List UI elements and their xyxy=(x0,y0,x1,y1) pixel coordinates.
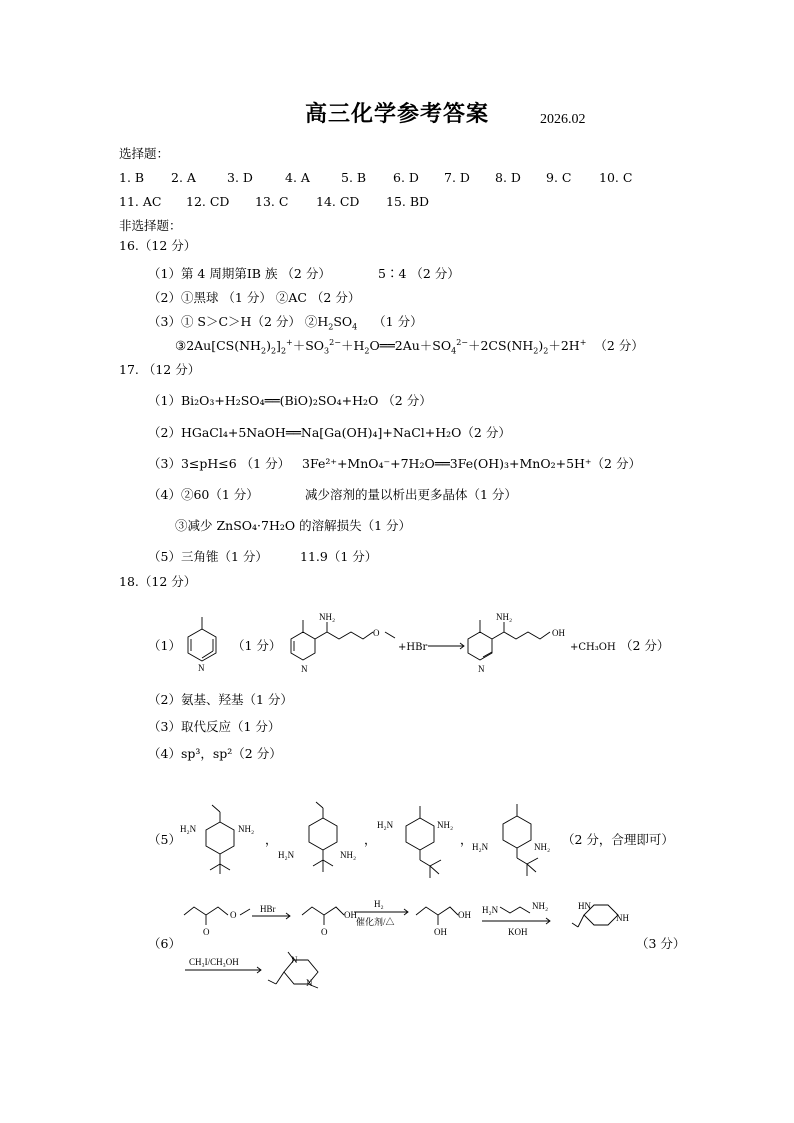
eq-part: ) xyxy=(538,338,544,353)
q18-part5-end: （2 分，合理即可） xyxy=(562,832,674,847)
atom-o: O xyxy=(373,628,380,638)
atom-n: N xyxy=(198,663,205,673)
group-h2n: H₂N xyxy=(472,842,489,852)
mcq-row-1 xyxy=(119,170,632,186)
atom-o: O xyxy=(203,927,210,937)
mcq-answer: 10. C xyxy=(599,170,633,185)
reagent-label: KOH xyxy=(508,927,528,937)
separator: ， xyxy=(460,832,473,847)
group-oh: OH xyxy=(344,910,357,920)
isomer-4 xyxy=(472,798,567,883)
mcq-answer: 8. D xyxy=(495,170,521,185)
q16-part2: （2）①黑球 （1 分） ②AC （2 分） xyxy=(148,290,361,305)
reagent-label: CH₃I/CH₃OH xyxy=(189,957,239,967)
mcq-answer: 4. A xyxy=(285,170,310,185)
q18-part1-end: （2 分） xyxy=(620,638,670,653)
exam-date: 2026.02 xyxy=(540,112,586,127)
group-nh2: NH₂ xyxy=(496,612,513,622)
q18-part6-label: （6） xyxy=(148,936,181,951)
q17-part4-c: ③减少 ZnSO₄·7H₂O 的溶解损失（1 分） xyxy=(175,518,412,533)
eq-part: ＋H xyxy=(340,338,365,353)
byproduct-methanol: +CH₃OH xyxy=(570,642,616,653)
synth-start-material xyxy=(180,895,260,940)
group-nh2: NH₂ xyxy=(437,820,454,830)
reagent-label: NH₂ xyxy=(532,901,549,911)
reagent-label: H₂N xyxy=(482,905,499,915)
q18-part4: （4）sp³，sp²（2 分） xyxy=(148,746,282,761)
atom-n: N xyxy=(301,664,308,674)
atom-n: N xyxy=(306,978,313,988)
atom-o: O xyxy=(230,910,237,920)
atom-n: N xyxy=(478,664,485,674)
structure-reactant xyxy=(285,612,415,674)
group-h2n: H₂N xyxy=(180,824,197,834)
q17-part3-a: （3）3≤pH≤6 （1 分） xyxy=(148,456,291,471)
isomer-2 xyxy=(278,800,368,880)
isomer-1 xyxy=(180,800,260,880)
q17-heading: 17. （12 分） xyxy=(119,362,201,377)
separator: ， xyxy=(265,832,278,847)
mcq-answer: 9. C xyxy=(546,170,572,185)
q16-part3: （3）① S＞C＞H（2 分） $②H_2SO_4$ （1 分） xyxy=(148,314,423,332)
mcq-answer: 1. B xyxy=(119,170,145,185)
group-oh: OH xyxy=(458,910,471,920)
eq-part: ＋2H xyxy=(548,338,580,353)
q17-part1: （1）Bi₂O₃+H₂SO₄══(BiO)₂SO₄+H₂O （2 分） xyxy=(148,393,432,408)
reagent-label: H₂ xyxy=(374,899,384,909)
arrow-diamine xyxy=(478,895,558,940)
reagent-label: HBr xyxy=(260,904,276,914)
eq-score: （2 分） xyxy=(594,338,644,353)
synth-piperazine xyxy=(572,895,647,940)
q17-part4-a: （4）②60（1 分） xyxy=(148,487,259,502)
q16-part3-text: （3）① S＞C＞H（2 分） ②H xyxy=(148,314,329,329)
synth-product xyxy=(268,948,343,996)
structure-methylpyridine xyxy=(182,615,222,675)
mcq-answer: 15. BD xyxy=(386,194,430,209)
q17-part3-b: 3Fe²⁺+MnO₄⁻+7H₂O══3Fe(OH)₃+MnO₂+5H⁺（2 分） xyxy=(302,456,641,471)
atom-o: O xyxy=(321,927,328,937)
group-nh2: NH₂ xyxy=(534,842,551,852)
q16-equation: $③2Au[CS(NH_2)_2]_2^++SO_3^{2-}+H_2O══2Au+SO_4^{2-}+2CS(NH_2)_2+2H^+$ （2 分） xyxy=(175,337,644,356)
reagent-hbr: +HBr xyxy=(398,642,428,653)
mcq-answer: 12. CD xyxy=(186,194,230,209)
q16-heading: 16.（12 分） xyxy=(119,238,197,253)
separator: ， xyxy=(364,832,377,847)
eq-part: ) xyxy=(266,338,271,353)
mcq-answer: 2. A xyxy=(171,170,196,185)
eq-part: O══2Au＋SO xyxy=(369,338,452,353)
q18-part1-label: （1） xyxy=(148,638,181,653)
mcq-answer: 7. D xyxy=(444,170,470,185)
reagent-label: NH xyxy=(616,913,629,923)
q16-part3-text: SO xyxy=(333,314,353,329)
non-mcq-label: 非选择题： xyxy=(119,218,182,233)
q16-part1-a: （1）第 4 周期第IB 族 （2 分） xyxy=(148,266,331,281)
group-oh: OH xyxy=(552,628,565,638)
group-nh2: NH₂ xyxy=(238,824,255,834)
q17-part5-a: （5）三角锥（1 分） xyxy=(148,549,268,564)
page-title: 高三化学参考答案 xyxy=(305,102,490,127)
arrow-hbr xyxy=(252,905,294,919)
q18-heading: 18.（12 分） xyxy=(119,574,197,589)
q18-part1-score: （1 分） xyxy=(232,638,282,653)
eq-part: ] xyxy=(276,338,281,353)
group-nh2: NH₂ xyxy=(319,612,336,622)
q18-part3: （3）取代反应（1 分） xyxy=(148,719,281,734)
arrow-methylation xyxy=(185,956,265,980)
q18-part6-end: （3 分） xyxy=(636,936,686,951)
reagent-label: 催化剂/△ xyxy=(356,917,395,927)
synth-intermediate-2 xyxy=(412,895,484,940)
atom-n: N xyxy=(291,955,298,965)
mcq-answer: 5. B xyxy=(341,170,367,185)
arrow-hydrogenation xyxy=(354,898,412,934)
q16-part1-b: 5∶4 （2 分） xyxy=(378,266,460,281)
mcq-row-2 xyxy=(119,194,429,210)
q16-part3-score: （1 分） xyxy=(373,314,423,329)
isomer-3 xyxy=(375,798,465,883)
q17-part5-b: 11.9（1 分） xyxy=(300,549,378,564)
mcq-answer: 3. D xyxy=(227,170,253,185)
q17-part4-b: 减少溶剂的量以析出更多晶体（1 分） xyxy=(305,487,517,502)
q18-part5-label: （5） xyxy=(148,832,181,847)
group-nh2: NH₂ xyxy=(340,850,357,860)
q18-part2: （2）氨基、羟基（1 分） xyxy=(148,692,293,707)
q17-part2: （2）HGaCl₄+5NaOH══Na[Ga(OH)₄]+NaCl+H₂O（2 分） xyxy=(148,425,511,440)
mcq-label: 选择题： xyxy=(119,146,170,161)
eq-part: ＋SO xyxy=(292,338,325,353)
mcq-answer: 14. CD xyxy=(316,194,360,209)
group-h2n: H₂N xyxy=(278,850,295,860)
reagent-label: HN xyxy=(578,901,591,911)
group-h2n: H₂N xyxy=(377,820,394,830)
mcq-answer: 6. D xyxy=(393,170,419,185)
mcq-answer: 11. AC xyxy=(119,194,162,209)
eq-part: ＋2CS(NH xyxy=(467,338,534,353)
group-oh: OH xyxy=(434,927,447,937)
mcq-answer: 13. C xyxy=(255,194,289,209)
eq-part: ③2Au[CS(NH xyxy=(175,338,261,353)
